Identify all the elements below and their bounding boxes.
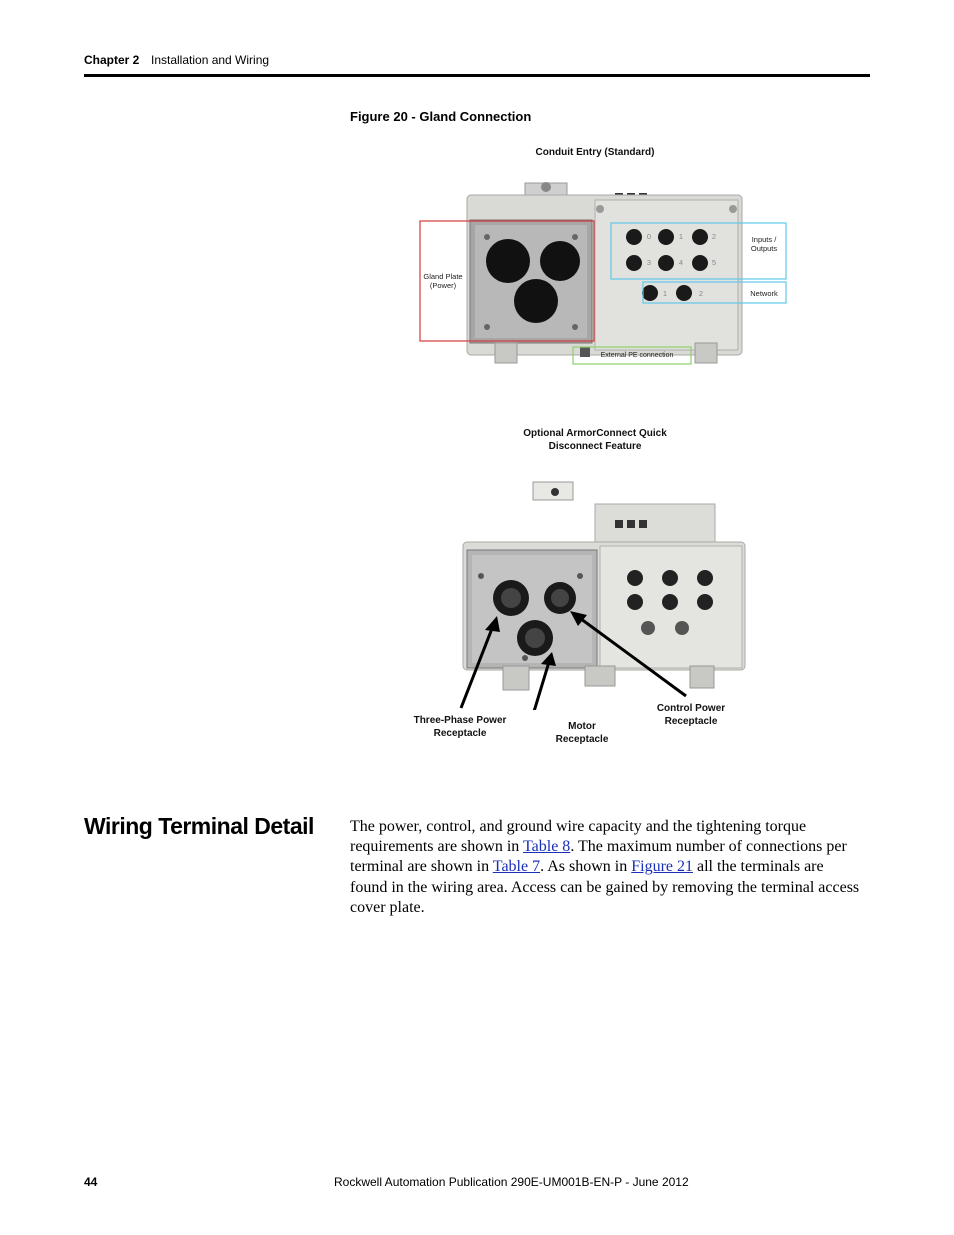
paragraph-text-4: all the terminals are found in the wiring area. Access can be gained by removing the terminal access cover plate. bbox=[350, 858, 860, 916]
control-power-line2: Receptacle bbox=[664, 716, 718, 727]
paragraph-text-3: . As shown in bbox=[540, 858, 632, 876]
three-phase-line1: Three-Phase Power bbox=[413, 715, 507, 726]
network-port-1: 1 bbox=[662, 289, 668, 298]
chapter-title: Installation and Wiring bbox=[151, 53, 270, 67]
network-label: Network bbox=[750, 289, 778, 298]
io-digit-5: 5 bbox=[711, 258, 717, 267]
control-power-line1: Control Power bbox=[656, 703, 726, 714]
armorconnect-title bbox=[495, 427, 695, 453]
figure-21-link[interactable]: Figure 21 bbox=[631, 858, 693, 876]
paragraph-text-1: The power, control, and ground wire capacity and the tightening torque requirements are shown in bbox=[350, 818, 807, 856]
external-pe-label: External PE connection bbox=[600, 352, 674, 359]
network-port-2: 2 bbox=[698, 289, 704, 298]
io-digit-2: 2 bbox=[711, 232, 717, 241]
section-heading: Wiring Terminal Detail bbox=[84, 813, 314, 839]
conduit-entry-photo bbox=[415, 175, 795, 375]
io-label-line2: Outputs bbox=[750, 244, 778, 253]
armorconnect-title-line1: Optional ArmorConnect Quick bbox=[523, 428, 667, 439]
armorconnect-photo bbox=[415, 470, 795, 710]
table-7-link[interactable]: Table 7 bbox=[492, 858, 541, 876]
motor-callout bbox=[540, 720, 624, 746]
inputs-outputs-label bbox=[744, 235, 784, 253]
io-digit-4: 4 bbox=[678, 258, 684, 267]
motor-line1: Motor bbox=[568, 721, 596, 732]
io-digit-1: 1 bbox=[678, 232, 684, 241]
chapter-label: Chapter 2 bbox=[84, 53, 140, 67]
control-power-callout bbox=[645, 702, 737, 728]
table-8-link[interactable]: Table 8 bbox=[523, 838, 571, 856]
gland-plate-label-line2: (Power) bbox=[429, 281, 457, 290]
io-digit-0: 0 bbox=[646, 232, 652, 241]
armorconnect-title-line2: Disconnect Feature bbox=[548, 441, 642, 452]
three-phase-line2: Receptacle bbox=[433, 728, 487, 739]
page-number: 44 bbox=[84, 1175, 98, 1189]
paragraph-text-2: . The maximum number of connections per terminal are shown in bbox=[350, 838, 847, 876]
publication-info: Rockwell Automation Publication 290E-UM001B-EN-P - June 2012 bbox=[334, 1175, 689, 1189]
conduit-entry-title: Conduit Entry (Standard) bbox=[535, 147, 655, 158]
header-rule bbox=[84, 74, 870, 77]
io-digit-3: 3 bbox=[646, 258, 652, 267]
motor-line2: Receptacle bbox=[555, 734, 609, 745]
gland-plate-label bbox=[416, 272, 470, 290]
body-paragraph bbox=[350, 817, 860, 918]
three-phase-callout bbox=[405, 714, 515, 740]
figure-caption: Figure 20 - Gland Connection bbox=[350, 109, 532, 124]
gland-plate-label-line1: Gland Plate bbox=[423, 272, 463, 281]
io-label-line1: Inputs / bbox=[751, 235, 777, 244]
